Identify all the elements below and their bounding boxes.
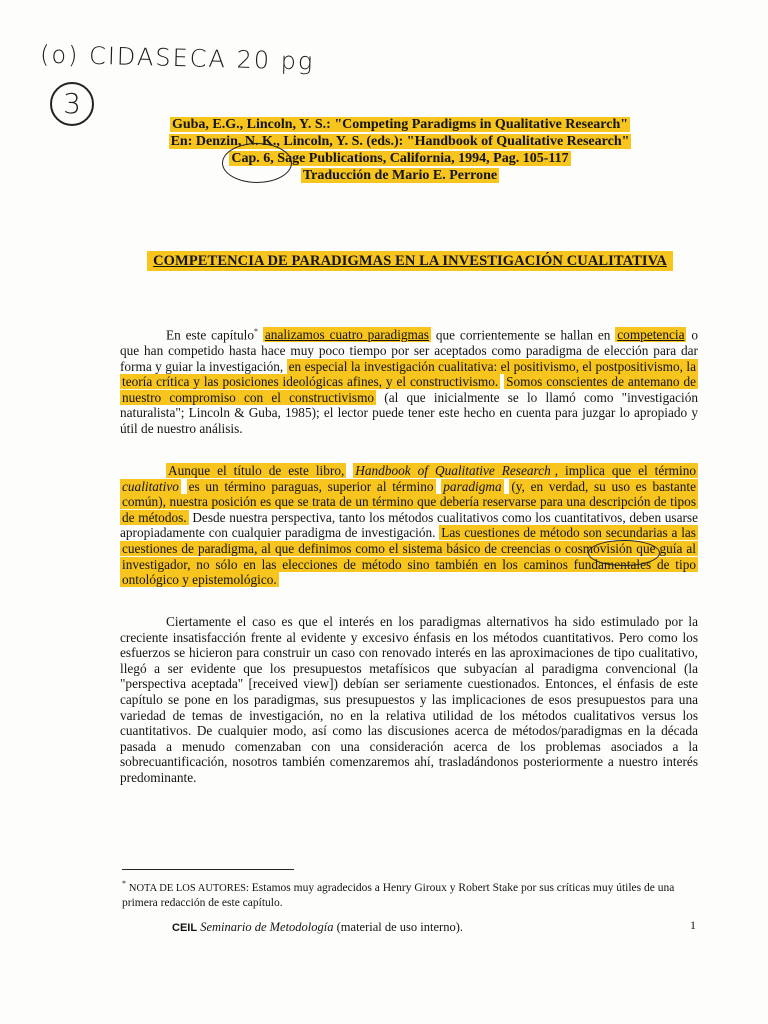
highlight-analizamos: analizamos cuatro paradigmas [264,327,429,343]
paragraph-2: Aunque el título de este libro, Handbook of Qualitative Research , implica que el término cualitativo es un término paraguas, superior al término paradigma (y, en verdad, su uso es bastante común), nuestra posición es que se trata de un término que debería reservarse para una descripción de tipos de métodos. Desde nuestra perspectiva, tanto los métodos cualitativos como los cuantitativos, deben usarse apropiadamente con cualquier paradigma de investigación. Las cuestiones de método son secundarias a las cuestiones de paradigma, al que definimos como el sistema básico de creencias o cosmovisión que guía al investigador, no sólo en las elecciones de método sino también en los caminos fundamentales de tipo ontológico y epistemológico. [120,463,699,588]
citation-line-2: En: Denzin, N. K., Lincoln, Y. S. (eds.): "Handbook of Qualitative Research" [170,134,630,149]
pen-circle-paradigma [588,540,660,566]
handwritten-note: (o) CIDASECA 20 pg [39,40,315,76]
page-number: 1 [690,918,696,932]
title-block [120,252,700,270]
highlight-cualitativa: en especial la investigación cualitativa: el positivismo, el postpositivismo, la teoría crítica y las posiciones ideológicas afines, y el constructivismo. [122,358,696,390]
paragraph-3: Ciertamente el caso es que el interés en los paradigmas alternativos ha sido estimulado por la creciente insatisfacción frente al evidente y excesivo énfasis en los métodos cuantitativos. Pero como los esfuerzos se hicieron para construir un caso con renovado interés en las aproximaciones de tipo cualitativo, llegó a ser evidente que los presupuestos metafísicos que subyacían al paradigma convencional (la "perspectiva aceptada" [received view]) debían ser seriamente cuestionados. Entonces, el énfasis de este capítulo se pone en los paradigmas, sus presupuestos y las implicaciones de esos presupuestos para una variedad de temas de investigación, no en la relativa utilidad de los métodos cualitativos versus los cuantitativos. De cualquier modo, así como las discusiones acerca de métodos/paradigmas en la década pasada a menudo comenzaban con una consideración acerca de los problemas asociados a la sobrecuantificación, nosotros también comenzaremos ahí, trasladándonos posteriormente a nuestro interés predominante. [120,614,698,785]
citation-line-4: Traducción de Mario E. Perrone [302,168,498,183]
document-title: COMPETENCIA DE PARADIGMAS EN LA INVESTIGACIÓN CUALITATIVA [147,251,673,271]
handwritten-circled-number: 3 [50,82,94,126]
highlight-constructivismo: Somos conscientes de antemano de nuestro compromiso con el constructivismo [122,374,697,405]
footnote-rule [122,869,294,870]
citation-line-1: Guba, E.G., Lincoln, Y. S.: "Competing Paradigms in Qualitative Research" [171,117,629,132]
footnote: * NOTA DE LOS AUTORES: Estamos muy agradecidos a Henry Giroux y Robert Stake por sus críticas muy útiles de una primera redacción de este capítulo. [122,879,675,909]
highlight-competencia: competencia [617,327,685,343]
page-footer: CEIL Seminario de Metodología (material de uso interno). [172,920,463,934]
pen-circle-mark [222,143,292,183]
highlight-paradigma-definition: Las cuestiones de método son secundarias a las cuestiones de paradigma, al que definimos como el sistema básico de creencias o cosmovisión que guía al investigador, no sólo en las elecciones de método sino también en los caminos fundamentales de tipo ontológico y epistemológico. [122,525,696,588]
citation-line-3: Cap. 6, Sage Publications, California, 1994, Pag. 105-117 [231,151,569,166]
paragraph-1: En este capítulo* analizamos cuatro paradigmas que corrientemente se hallan en competencia o que han competido hasta hace muy poco tiempo por ser aceptados como paradigma de elección para dar forma y guiar la investigación, en especial la investigación cualitativa: el positivismo, el postpositivismo, la teoría crítica y las posiciones ideológicas afines, y el constructivismo. Somos conscientes de antemano de nuestro compromiso con el constructivismo (al que inicialmente se lo llamó como "investigación naturalista"; Lincoln & Guba, 1985); el lector puede tener este hecho en cuenta para juzgar lo apropiado y útil de nuestro análisis. [120,327,699,436]
